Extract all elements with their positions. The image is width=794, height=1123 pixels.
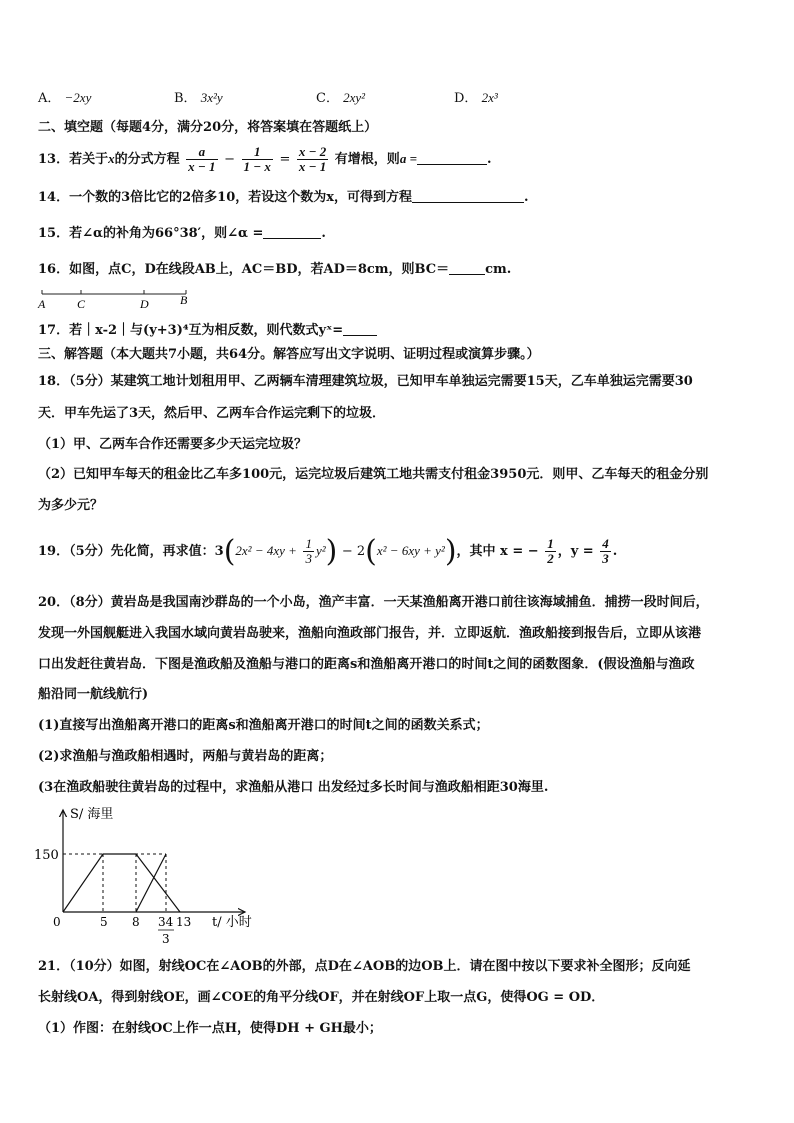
answer-blank bbox=[343, 321, 377, 336]
patrol-ship-line bbox=[136, 854, 166, 912]
origin-label: 0 bbox=[53, 915, 61, 929]
question-18-line-1: 18．（5分）某建筑工地计划租用甲、乙两辆车清理建筑垃圾，已知甲车单独运完需要15天，乙车单独运完需要30 bbox=[38, 374, 693, 389]
question-18-part-2-cont: 为多少元？ bbox=[38, 498, 104, 513]
fraction: $\frac{1}{1 - x}$ bbox=[243, 144, 271, 174]
fraction: $\frac{1}{2}$ bbox=[547, 536, 554, 566]
question-21-part-1: （1）作图：在射线OC上作一点H，使得DH + GH最小； bbox=[38, 1021, 382, 1036]
option-d: D． 2x³ bbox=[454, 90, 498, 106]
question-16: 16．如图，点C，D在线段AB上，AC＝BD，若AD＝8cm，则BC＝ cm. bbox=[38, 262, 512, 277]
tick-13: 13 bbox=[176, 915, 192, 929]
question-18-line-2: 天．甲车先运了3天，然后甲、乙两车合作运完剩下的垃圾． bbox=[38, 406, 386, 421]
question-20-part-3: (3在渔政船驶往黄岩岛的过程中，求渔船从港口 出发经过多长时间与渔政船相距30海里. bbox=[38, 780, 549, 795]
section-3-heading: 三、解答题（本大题共7小题，共64分。解答应写出文字说明、证明过程或演算步骤。） bbox=[38, 347, 540, 362]
question-14: 14．一个数的3倍比它的2倍多10，若设这个数为x，可得到方程 . bbox=[38, 190, 529, 205]
tick-3: 3 bbox=[162, 932, 170, 946]
section-2-heading: 二、填空题（每题4分，满分20分，将答案填在答题纸上） bbox=[38, 120, 378, 135]
tick-5: 5 bbox=[100, 915, 108, 929]
fraction: $\frac{a}{x - 1}$ bbox=[188, 144, 216, 174]
question-15: 15．若∠α的补角为66°38′，则∠α = . bbox=[38, 226, 326, 241]
question-20-line-1: 20．（8分）黄岩岛是我国南沙群岛的一个小岛，渔产丰富．一天某渔船离开港口前往该海域捕鱼．捕捞一段时间后， bbox=[38, 595, 709, 610]
option-a: A． −2xy bbox=[38, 90, 92, 106]
point-c-label: C bbox=[77, 297, 86, 311]
question-20-line-3: 口出发赶往黄岩岛．下图是渔政船及渔船与港口的距离s和渔船离开港口的时间t之间的函数图象．(假设渔船与渔政 bbox=[38, 657, 695, 672]
point-b-label: B bbox=[180, 293, 188, 307]
answer-blank bbox=[417, 150, 487, 165]
fraction: $\frac{x - 2}{x - 1}$ bbox=[298, 144, 327, 174]
answer-blank bbox=[263, 224, 321, 239]
segment-figure bbox=[36, 288, 196, 314]
answer-blank bbox=[449, 260, 485, 275]
question-18-part-1: （1）甲、乙两车合作还需要多少天运完垃圾？ bbox=[38, 437, 308, 452]
tick-8: 8 bbox=[132, 915, 140, 929]
question-20-line-4: 船沿同一航线航行) bbox=[38, 687, 149, 702]
question-19: 19．（5分）先化简，再求值：3(2x² − 4xy + $\frac{1}{3}$ y²) − 2(x² − 6xy + y²)，其中 x = − $\frac{1}{2}$ ，y = $\frac{4}{3}$ . bbox=[38, 534, 618, 569]
question-21-line-2: 长射线OA，得到射线OE，画∠COE的角平分线OF，并在射线OF上取一点G，使得OG = OD． bbox=[38, 990, 605, 1005]
point-a-label: A bbox=[38, 297, 46, 311]
t-axis-label: t/ 小时 bbox=[212, 915, 252, 930]
question-21-line-1: 21．（10分）如图，射线OC在∠AOB的外部，点D在∠AOB的边OB上．请在图中按以下要求补全图形；反向延 bbox=[38, 959, 691, 974]
option-b: B． 3x²y bbox=[174, 90, 223, 106]
question-20-part-2: (2)求渔船与渔政船相遇时，两船与黄岩岛的距离； bbox=[38, 749, 333, 764]
question-20-line-2: 发现一外国舰艇进入我国水域向黄岩岛驶来，渔船向渔政部门报告，并．立即返航．渔政船接到报告后，立即从该港 bbox=[38, 626, 702, 641]
fishing-boat-line bbox=[63, 854, 180, 912]
tick-34: 34 bbox=[158, 915, 174, 929]
question-17: 17．若｜x-2｜与(y+3)⁴互为相反数，则代数式yˣ= bbox=[38, 321, 377, 340]
question-13: 13．若关于x的分式方程 $\frac{a}{x - 1}$ − $\frac{1}{1 - x}$ = $\frac{x - 2}{x - 1}$ 有增根，则a = . bbox=[38, 144, 492, 174]
tick-150: 150 bbox=[34, 848, 59, 863]
fraction: $\frac{1}{3}$ bbox=[305, 536, 312, 566]
question-18-part-2: （2）已知甲车每天的租金比乙车多100元，运完垃圾后建筑工地共需支付租金3950元．则甲、乙车每天的租金分别 bbox=[38, 467, 709, 482]
answer-blank bbox=[412, 188, 524, 203]
point-d-label: D bbox=[140, 297, 149, 311]
option-c: C． 2xy² bbox=[316, 90, 366, 106]
distance-time-graph bbox=[30, 800, 270, 952]
fraction: $\frac{4}{3}$ bbox=[602, 536, 609, 566]
s-axis-label: S/ 海里 bbox=[70, 807, 114, 822]
question-20-part-1: (1)直接写出渔船离开港口的距离s和渔船离开港口的时间t之间的函数关系式； bbox=[38, 718, 489, 733]
